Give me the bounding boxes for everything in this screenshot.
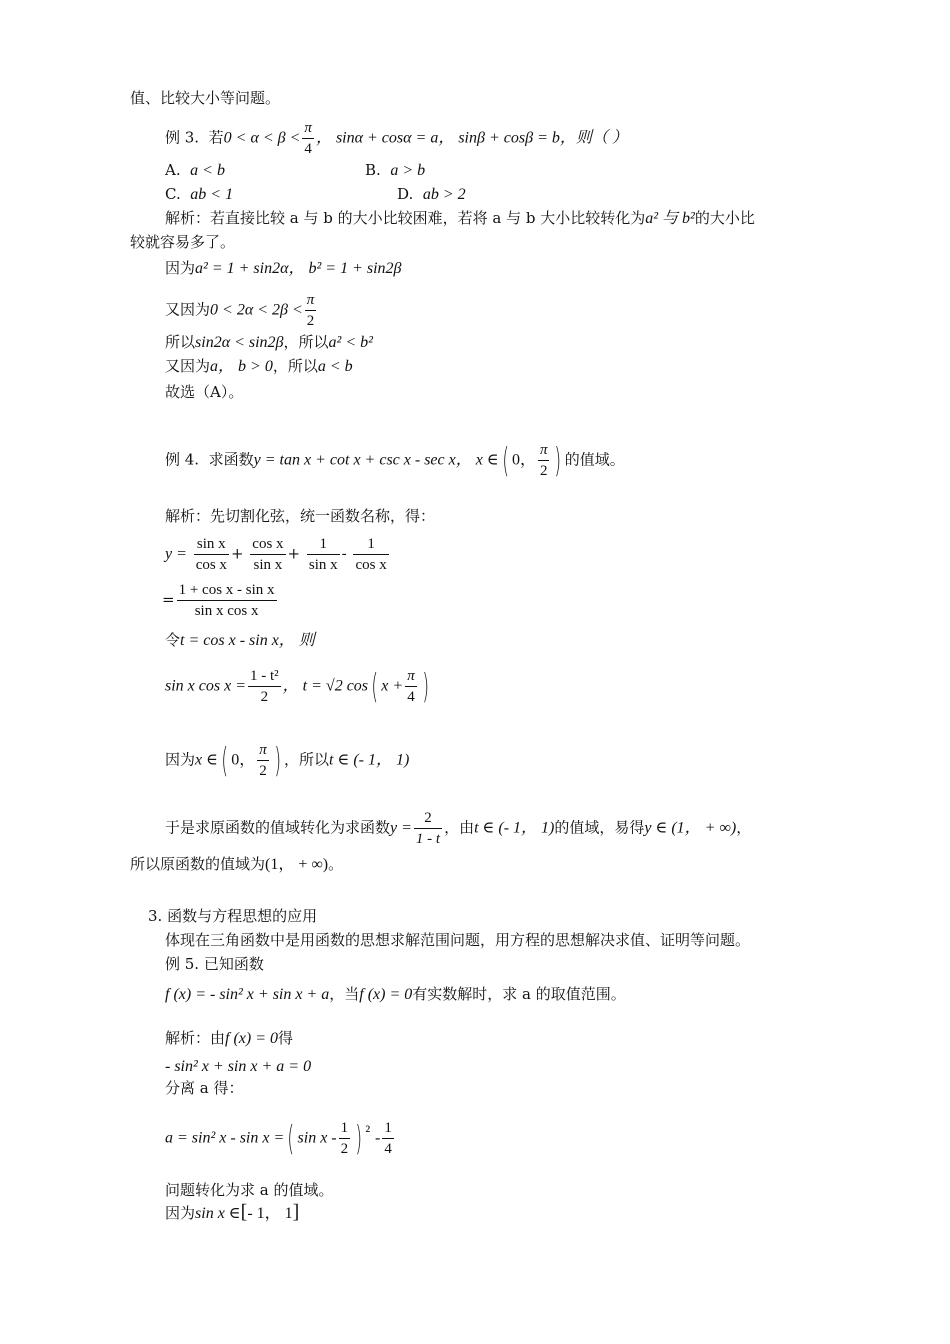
example-3: 例 3. 若0 < α < β < $\frac{\pi}{4}$ ， sinα + cosα = a， sinβ + cosβ = b，则（ ） [165,120,628,157]
let-line: 令t = cos x - sin x， 则 [165,631,315,649]
range-line: 所以原函数的值域为(1， + ∞)。 [130,855,344,873]
example-5-fn: f (x) = - sin² x + sin x + a，当f (x) = 0有实数解时，求 a 的取值范围。 [165,985,626,1003]
sincos-line: sin x cos x = $\frac{\text{1 - t²}}{2}$ ， t = √2 cos( x + $\frac{\pi}{4}$ ) [165,666,429,707]
solution-5-eq: - sin² x + sin x + a = 0 [165,1058,312,1075]
option-b: B. a > b [365,161,426,179]
section-3-heading: 3. 函数与方程思想的应用 [148,907,318,925]
a-equation: a = sin² x - sin x =( sin x - $\frac{1}{2}$ ) $^{^2}$ - $\frac{1}{4}$ [165,1118,392,1159]
separate-line: 分离 a 得： [165,1079,244,1097]
example-5: 例 5. 已知函数 [165,955,264,973]
turn-line: 问题转化为求 a 的值域。 [165,1181,334,1199]
also-line: 又因为a， b > 0，所以a < b [165,357,353,375]
equation-2: = $\frac{\text{1 + cos x - sin x}}{\text{sin x cos x}}$ [162,582,275,619]
because-line-2: 又因为0 < 2α < 2β < $\frac{\pi}{2}$ [165,292,315,329]
solution-4: 解析：先切割化弦，统一函数名称，得： [165,507,436,525]
section-3-desc: 体现在三角函数中是用函数的思想求解范围问题，用方程的思想解决求值、证明等问题。 [165,931,751,949]
because-interval: 因为x ∈( 0， $\frac{\pi}{2}$ ) ，所以t ∈ (- 1， 1) [165,740,410,781]
solution-3-line2: 较就容易多了。 [130,233,236,251]
option-c: C. ab < 1 [165,185,234,203]
option-a: A. a < b [165,161,225,179]
then-line: 于是求原函数的值域转化为求函数y = $\frac{2}{1 - t}$ ，由t ∈ (- 1， 1)的值域，易得y ∈ (1， + ∞)， [165,810,752,847]
last-line: 因为sin x ∈[- 1， 1] [165,1201,300,1223]
equation-1: y = $\frac{\text{sin x}}{\text{cos x}}$ + $\frac{\text{cos x}}{\text{sin x}}$ + $\frac{1}{\text{sin x}}$ - $\frac{1}{\text{cos x}}$ [165,536,387,573]
so-line: 所以sin2α < sin2β，所以a² < b² [165,333,373,351]
example-4: 例 4. 求函数y = tan x + cot x + csc x - sec x， x ∈( 0， $\frac{\pi}{2}$ ) 的值域。 [165,440,625,481]
option-d: D. ab > 2 [397,185,466,203]
solution-5: 解析：由f (x) = 0得 [165,1029,294,1047]
choose-line: 故选（A）。 [165,383,244,401]
because-line: 因为a² = 1 + sin2α， b² = 1 + sin2β [165,259,402,277]
line-intro: 值、比较大小等问题。 [130,89,281,107]
solution-3-line1: 解析：若直接比较 a 与 b 的大小比较困难，若将 a 与 b 大小比较转化为a² 与 b²的大小比 [165,209,755,227]
